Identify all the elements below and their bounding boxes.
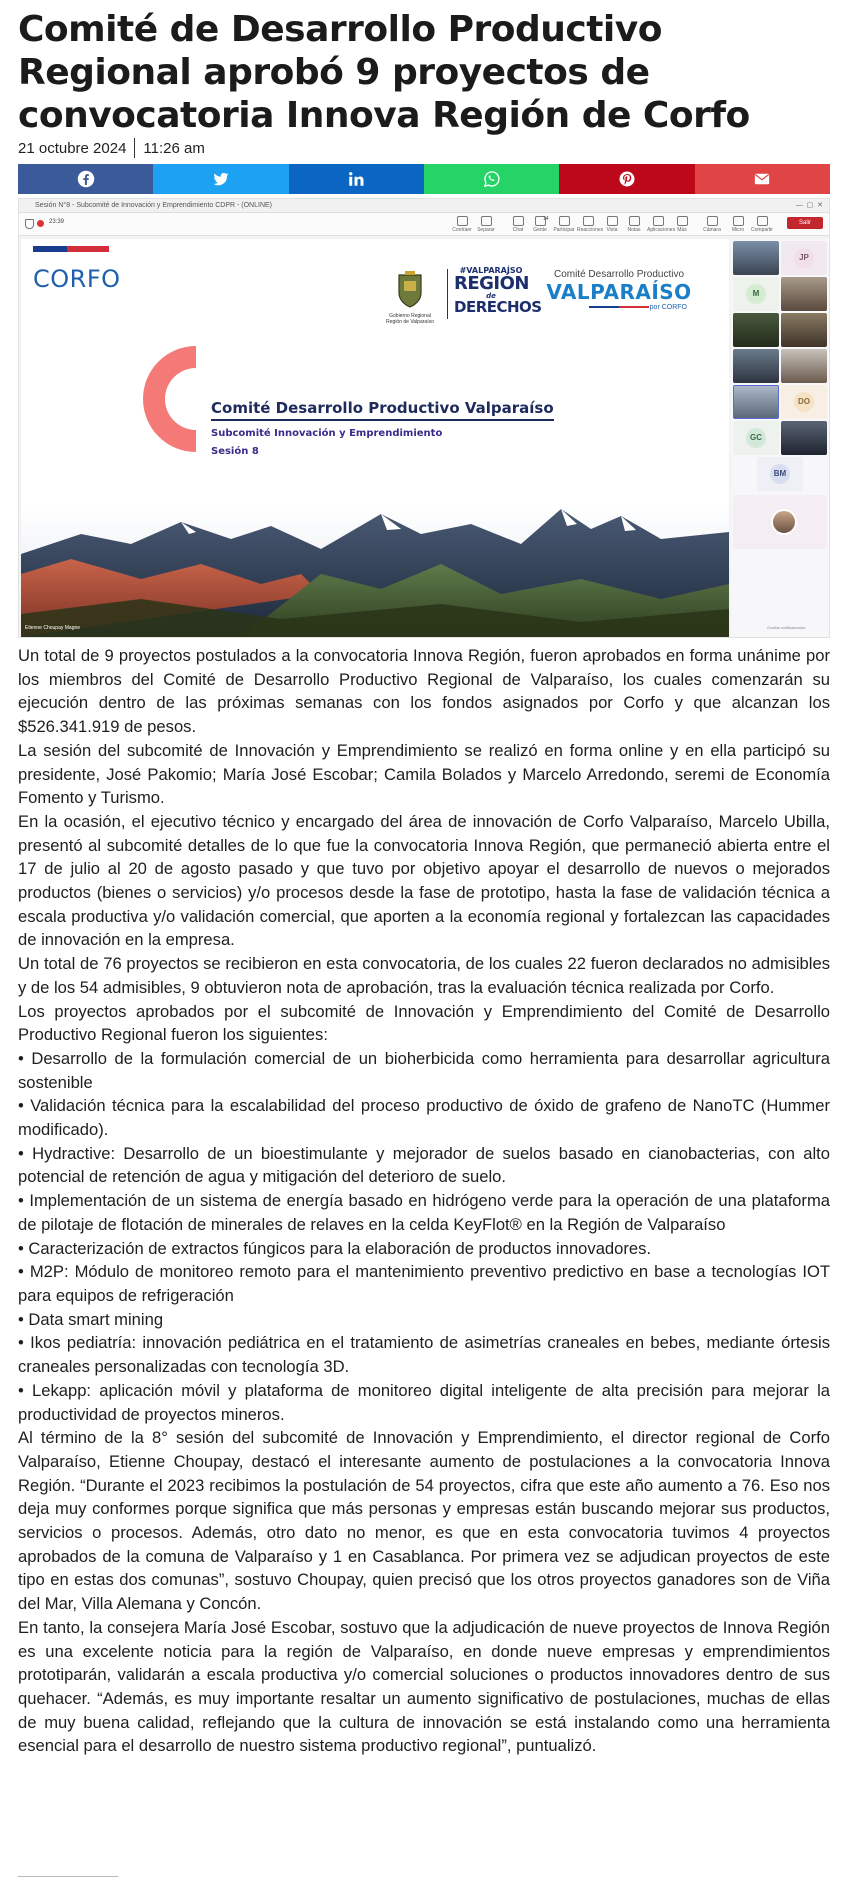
email-icon [753, 170, 771, 188]
article-meta [18, 138, 205, 158]
meeting-timer: 23:39 [49, 219, 65, 225]
presentation-slide [21, 239, 729, 637]
avatar: JP [794, 248, 814, 268]
paragraph: Un total de 76 proyectos se recibieron en esta convocatoria, de los cuales 22 fueron declarados no admisibles y de los 54 admisibles, 9 obtuvieron nota de aprobación, tras la evaluación técnica realizada por Corfo. [18, 954, 830, 997]
linkedin-icon [347, 170, 365, 188]
twitter-icon [212, 170, 230, 188]
footer-divider [18, 1876, 118, 1877]
crest-icon [395, 269, 425, 309]
slide-subtitle: Subcomité Innovación y Emprendimiento [211, 428, 443, 439]
region-derechos-logo: #VALPARAÍSO REGIÓN de DERECHOS [454, 266, 542, 316]
toolbar-participar[interactable]: Participar [553, 216, 575, 233]
whatsapp-icon [483, 170, 501, 188]
article-time: 11:26 am [143, 139, 205, 157]
toolbar-notas[interactable]: Notas [623, 216, 645, 233]
article-body [18, 644, 830, 1758]
corfo-logo [33, 239, 121, 293]
participant-photo [771, 509, 797, 535]
slide-arc-decoration [141, 344, 201, 454]
participant-video-tile[interactable] [733, 241, 779, 275]
participant-avatar-tile[interactable] [733, 421, 779, 455]
pinterest-icon [618, 170, 636, 188]
share-bar [18, 164, 830, 194]
participant-avatar-tile[interactable] [781, 241, 827, 275]
paragraph: Los proyectos aprobados por el subcomité de Innovación y Emprendimiento del Comité de Desarrollo Productivo Regional fueron los siguientes: [18, 1001, 830, 1045]
window-title: Sesión N°8 - Subcomité de Innovación y Emprendimiento CDPR - (ONLINE) [35, 202, 273, 209]
toolbar-vista[interactable]: Vista [601, 216, 623, 233]
logo-divider [447, 269, 448, 319]
participant-video-tile[interactable] [733, 385, 779, 419]
participant-avatar-tile[interactable] [733, 277, 779, 311]
mountain-landscape-image [21, 504, 729, 637]
participant-video-tile[interactable] [733, 349, 779, 383]
avatar: DO [794, 392, 814, 412]
government-crest [395, 269, 425, 309]
committee-logo: Comité Desarrollo Productivo VALPARAÍSO por CORFO [546, 269, 692, 311]
share-twitter-button[interactable] [153, 164, 288, 194]
slide-title: Comité Desarrollo Productivo Valparaíso [211, 399, 554, 421]
corfo-flag-stripe-red [67, 246, 109, 252]
list-item: • Hydractive: Desarrollo de un bioestimulante y mejorador de suelos basado en cianobacterias, con alto potencial de retención de agua y mitigación del deterioro de suelo. [18, 1143, 830, 1187]
participant-avatar-tile[interactable] [757, 457, 803, 491]
presenter-name: Etienne Choupay Magne [25, 625, 81, 631]
list-item: • M2P: Módulo de monitoreo remoto para el mantenimiento preventivo predictivo en base a tecnologías IOT para equipos de refrigeración [18, 1262, 830, 1305]
gov-label: Gobierno Regional Región de Valparaíso [386, 313, 434, 325]
toolbar-compartir[interactable]: Compartir [751, 216, 773, 233]
window-titlebar [19, 199, 830, 213]
share-whatsapp-button[interactable] [424, 164, 559, 194]
toolbar-micro[interactable]: Micro [727, 216, 749, 233]
meeting-toolbar [19, 213, 830, 236]
list-item: • Data smart mining [18, 1309, 164, 1329]
paragraph: La sesión del subcomité de Innovación y Emprendimiento se realizó en forma online y en ella participó su presidente, José Pakomio; María José Escobar; Camila Bolados y Marcelo Arredondo, seremi de Economía Fomento y Turismo. [18, 740, 830, 808]
toolbar-camara[interactable]: Cámara [701, 216, 723, 233]
participant-video-tile[interactable] [781, 313, 827, 347]
participant-avatar-tile[interactable] [781, 385, 827, 419]
participant-video-tile[interactable] [781, 421, 827, 455]
toolbar-mas[interactable]: Más [671, 216, 693, 233]
avatar: GC [746, 428, 766, 448]
facebook-icon [77, 170, 95, 188]
article-title: Comité de Desarrollo Productivo Regional aprobó 9 proyectos de convocatoria Innova Región de Corfo [18, 9, 750, 136]
record-icon [37, 220, 44, 227]
slide-session: Sesión 8 [211, 446, 259, 457]
share-linkedin-button[interactable] [289, 164, 424, 194]
paragraph: En la ocasión, el ejecutivo técnico y encargado del área de innovación de Corfo Valparaíso, Marcelo Ubilla, presentó al subcomité detalles de lo que fue la convocatoria Innova Región, que permaneció abierta entre el 17 de julio al 20 de agosto pasado y que tuvo por objetivo apoyar el desarrollo de nuevos o mejorados productos (bienes o servicios) y/o procesos desde la fase de prototipo, hasta la fase de validación técnica a escala productiva y/o validación comercial, que aporten a la economía regional y fortalezcan las capacidades de innovación en la empresa. [18, 811, 830, 950]
shield-icon [25, 219, 34, 229]
corfo-flag-stripe [33, 246, 67, 252]
avatar: M [746, 284, 766, 304]
toolbar-reacciones[interactable]: Reacciones [577, 216, 599, 233]
hide-notifications-label[interactable]: Ocultar notificaciones [767, 625, 806, 630]
list-item: • Implementación de un sistema de energía basado en hidrógeno verde para la operación de una plataforma de pilotaje de flotación de minerales de relaves en la celda KeyFlot® en la Región de Valparaíso [18, 1191, 830, 1234]
meta-divider [134, 138, 135, 158]
meeting-screenshot [18, 198, 830, 638]
corfo-wordmark: CORFO [33, 265, 121, 293]
people-count: 14 [543, 216, 549, 222]
list-item: • Lekapp: aplicación móvil y plataforma de monitoreo digital inteligente de alta precisión para mejorar la productividad de proyectos mineros. [18, 1380, 830, 1424]
toolbar-contraer[interactable]: Contraer [451, 216, 473, 233]
participant-video-tile[interactable] [781, 349, 827, 383]
list-item: • Validación técnica para la escalabilidad del proceso productivo de óxido de grafeno de NanoTC (Hummer modificado). [18, 1096, 830, 1140]
participant-video-tile[interactable] [781, 277, 827, 311]
participant-video-tile[interactable] [733, 495, 827, 549]
avatar: BM [770, 464, 790, 484]
leave-button[interactable]: Salir [787, 217, 823, 229]
participant-video-tile[interactable] [733, 313, 779, 347]
paragraph: Un total de 9 proyectos postulados a la convocatoria Innova Región, fueron aprobados en forma unánime por los miembros del Comité de Desarrollo Productivo Regional de Valparaíso, los cuales comenzarán su ejecución dentro de las próximas semanas con los fondos asignados por Corfo y que alcanzan los $526.341.919 de pesos. [18, 646, 830, 737]
window-controls: — ▢ ✕ [795, 202, 823, 209]
participants-panel [731, 239, 829, 637]
toolbar-aplicaciones[interactable]: Aplicaciones [647, 216, 669, 233]
share-pinterest-button[interactable] [559, 164, 694, 194]
paragraph: Al término de la 8° sesión del subcomité de Innovación y Emprendimiento, el director regional de Corfo Valparaíso, Etienne Choupay, destacó el interesante aumento de postulaciones a la convocatoria Innova Región. “Durante el 2023 recibimos la postulación de 54 proyectos, cifra que este año aumento a 76. Eso nos deja muy conformes porque significa que más personas y empresas están buscando mejorar sus productos, servicios o procesos. Además, otro dato no menor, es que en esta convocatoria tuvimos 4 proyectos aprobados de la comuna de Valparaíso y 1 en Casablanca. Por primera vez se adjudican proyectos de este tipo en estas dos comunas”, sostuvo Choupay, quien precisó que los otros proyectos ganadores son de Viña del Mar, Villa Alemana y Concón. [18, 1428, 830, 1614]
toolbar-chat[interactable]: Chat [507, 216, 529, 233]
toolbar-separar[interactable]: Separar [475, 216, 497, 233]
list-item: • Desarrollo de la formulación comercial de un bioherbicida como herramienta para desarrollar agricultura sostenible [18, 1048, 830, 1092]
article-date: 21 octubre 2024 [18, 139, 127, 157]
list-item: • Caracterización de extractos fúngicos para la elaboración de productos innovadores. [18, 1238, 652, 1258]
list-item: • Ikos pediatría: innovación pediátrica en el tratamiento de asimetrías craneales en bebes, mediante órtesis craneales personalizadas con tecnología 3D. [18, 1333, 830, 1377]
toolbar-gente[interactable]: Gente [529, 216, 551, 233]
paragraph: En tanto, la consejera María José Escobar, sostuvo que la adjudicación de nueve proyectos de Innova Región es una excelente noticia para la región de Valparaíso, en donde nueve empresas y emprendimientos prototiparán, validarán a escala productiva y/o comercial soluciones o productos innovadores dentro de sus quehacer. “Además, es muy importante resaltar un aumento significativo de postulaciones, muchas de ellas de muy buena calidad, reflejando que la cultura de innovación se está instalando como una herramienta esencial para el desarrollo de nuestro sistema productivo regional”, puntualizó. [18, 1617, 830, 1756]
share-facebook-button[interactable] [18, 164, 153, 194]
share-email-button[interactable] [695, 164, 830, 194]
